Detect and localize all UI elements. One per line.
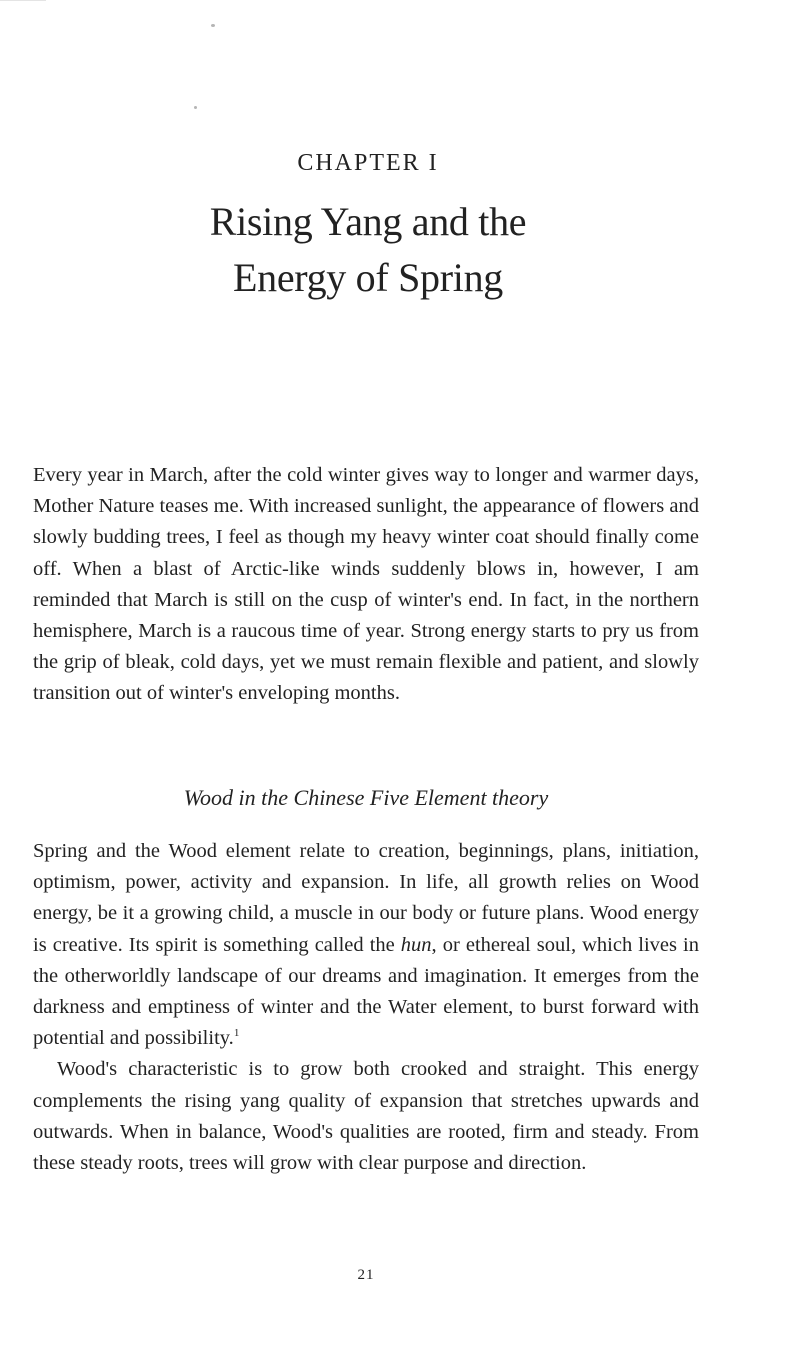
paragraph-text: Spring and the Wood element relate to creation, beginnings, plans, initiation, optimism, power, activity and expansion. In life, all growth relies on Wood energy, be it a growing child, a muscle in our body or future plans. Wood energy is creative. Its spirit is something called the <box>33 840 699 956</box>
section-body <box>33 836 699 1179</box>
intro-section <box>33 460 699 710</box>
scan-speck <box>194 106 197 109</box>
chapter-title <box>0 194 736 306</box>
section-paragraph-2: Wood's characteristic is to grow both crooked and straight. This energy complements the rising yang quality of expansion that stretches upwards and outwards. When in balance, Wood's qualities are rooted, firm and steady. From these steady roots, trees will grow with clear purpose and direction. <box>33 1058 699 1175</box>
section-heading: Wood in the Chinese Five Element theory <box>183 785 549 810</box>
chapter-label: CHAPTER I <box>297 150 439 176</box>
chapter-title-line-1: Rising Yang and the <box>209 199 527 244</box>
scan-speck <box>211 24 215 27</box>
page-number: 21 <box>357 1267 375 1283</box>
intro-paragraph: Every year in March, after the cold winter gives way to longer and warmer days, Mother Nature teases me. With increased sunlight, the appearance of flowers and slowly budding trees, I feel as though my heavy winter coat should finally come off. When a blast of Arctic-like winds suddenly blows in, however, I am reminded that March is still on the cusp of winter's end. In fact, in the northern hemisphere, March is a raucous time of year. Strong energy starts to pry us from the grip of bleak, cold days, yet we must remain flexible and patient, and slowly transition out of winter's enveloping months. <box>33 464 699 705</box>
scan-mark <box>0 0 46 1</box>
chapter-title-line-2: Energy of Spring <box>233 255 503 300</box>
paragraph-text: , or ethereal soul, which lives in the otherworldly landscape of our dreams and imagination. It emerges from the darkness and emptiness of winter and the Water element, to burst forward with potential and possibility. <box>33 933 699 1050</box>
section-paragraph-1 <box>33 836 699 1054</box>
italic-term: hun <box>400 933 432 956</box>
footnote-reference: 1 <box>233 1027 240 1040</box>
